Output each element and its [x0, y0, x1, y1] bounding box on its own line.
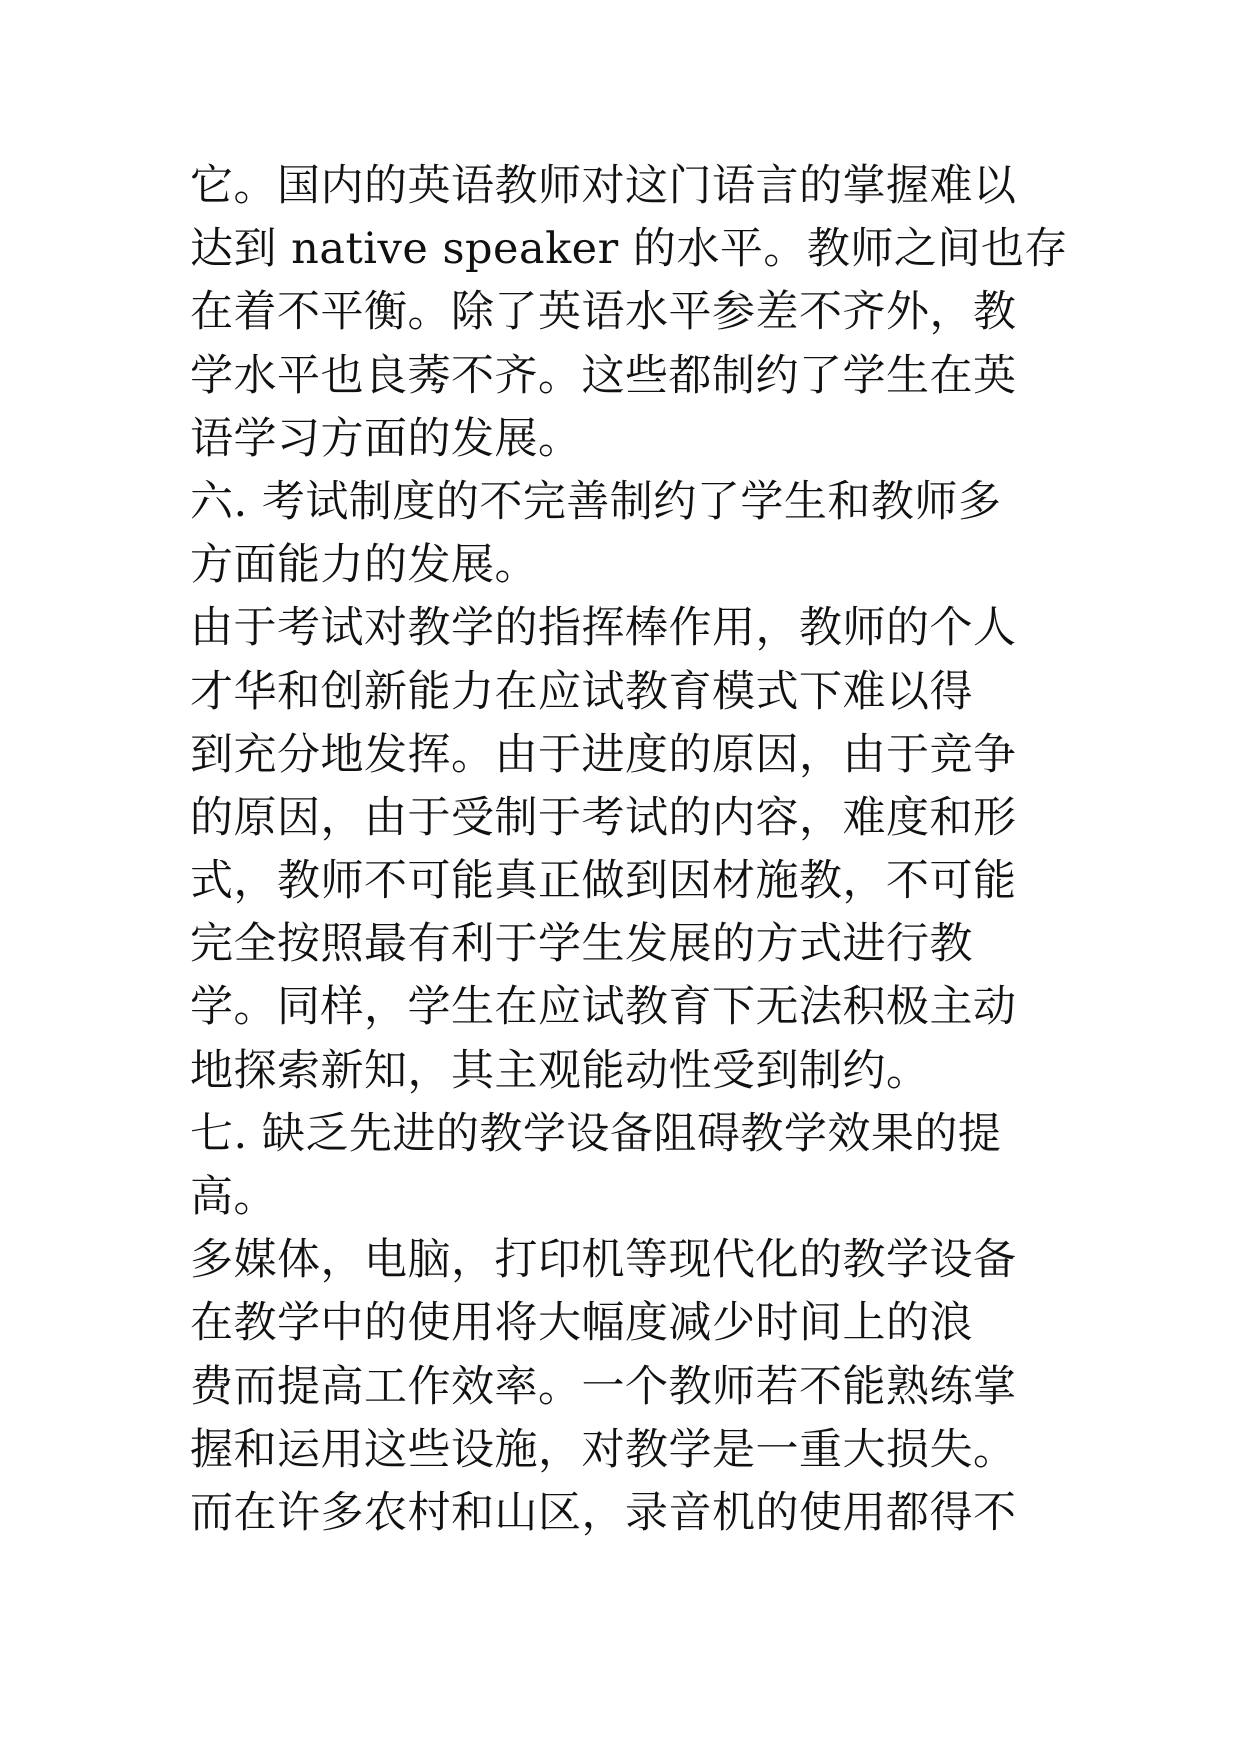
- text-line: 由于考试对教学的指挥棒作用，教师的个人: [190, 603, 1017, 654]
- text-line: 才华和创新能力在应试教育模式下难以得: [190, 666, 973, 717]
- section-heading-7: 七. 缺乏先进的教学设备阻碍教学效果的提: [190, 1108, 1002, 1159]
- text-line: 到充分地发挥。由于进度的原因，由于竞争: [190, 729, 1017, 780]
- text-line: 它。国内的英语教师对这门语言的掌握难以: [190, 161, 1017, 211]
- text-line: 在教学中的使用将大幅度减少时间上的浪: [190, 1298, 973, 1349]
- section-heading-7-cont: 高。: [190, 1172, 277, 1222]
- section-heading-6-cont: 方面能力的发展。: [190, 540, 538, 591]
- text-line: 式，教师不可能真正做到因材施教，不可能: [190, 856, 1017, 907]
- text-line: 达到 native speaker 的水平。教师之间也存: [190, 224, 1068, 275]
- section-heading-6: 六. 考试制度的不完善制约了学生和教师多: [190, 476, 1002, 527]
- text-line: 的原因，由于受制于考试的内容，难度和形: [190, 792, 1017, 843]
- body-text: [190, 155, 1090, 1545]
- text-line: 学。同样，学生在应试教育下无法积极主动: [190, 982, 1017, 1033]
- text-line: 完全按照最有利于学生发展的方式进行教: [190, 919, 973, 970]
- text-line: 多媒体，电脑，打印机等现代化的教学设备: [190, 1235, 1017, 1286]
- text-line: 地探索新知，其主观能动性受到制约。: [190, 1045, 930, 1096]
- text-line: 而在许多农村和山区，录音机的使用都得不: [190, 1487, 1017, 1538]
- text-line: 语学习方面的发展。: [190, 413, 582, 464]
- text-line: 费而提高工作效率。一个教师若不能熟练掌: [190, 1361, 1017, 1412]
- text-line: 学水平也良莠不齐。这些都制约了学生在英: [190, 350, 1017, 401]
- text-line: 握和运用这些设施，对教学是一重大损失。: [190, 1424, 1017, 1475]
- text-line: 在着不平衡。除了英语水平参差不齐外，教: [190, 287, 1017, 338]
